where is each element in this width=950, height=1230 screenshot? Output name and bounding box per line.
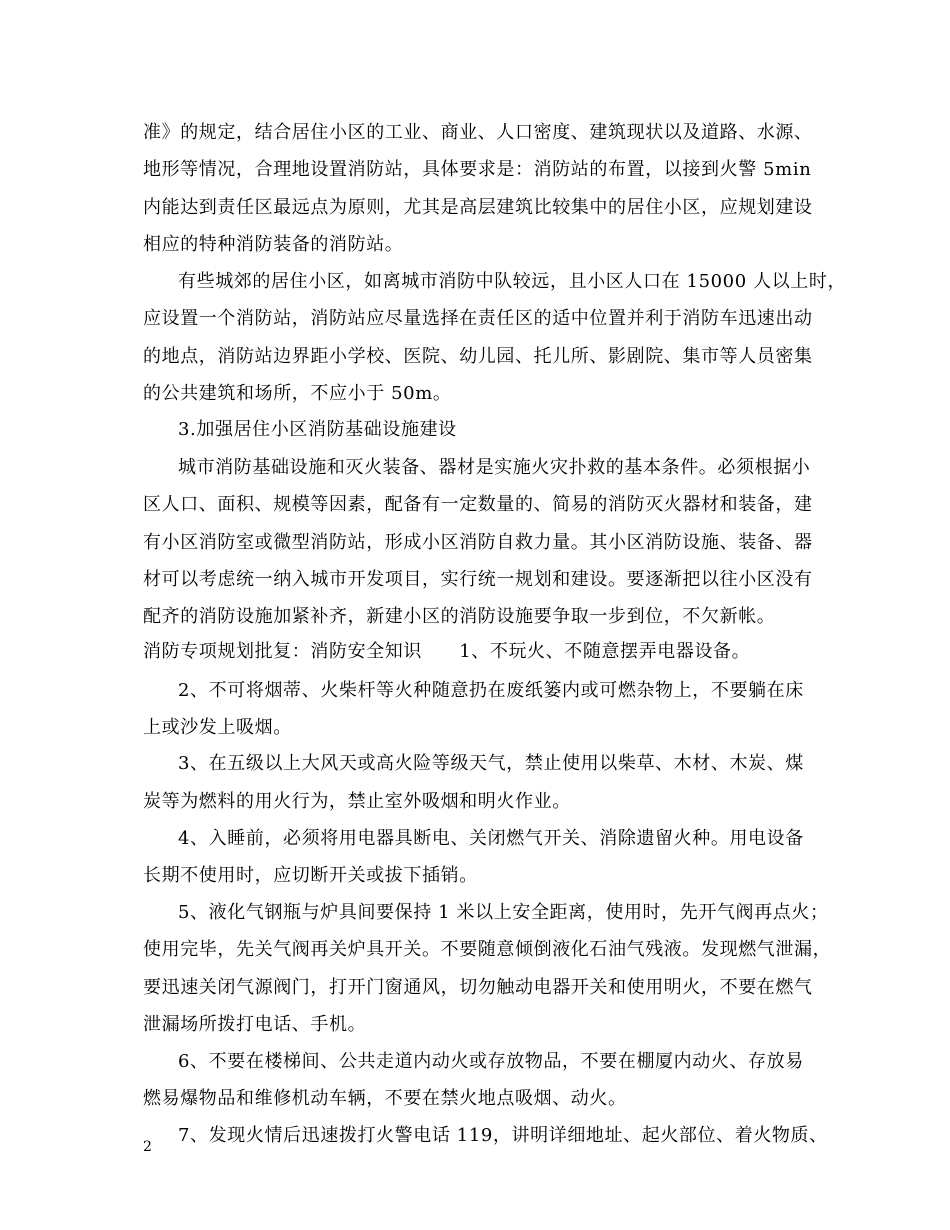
text-line: 炭等为燃料的用火行为，禁止室外吸烟和明火作业。 bbox=[143, 791, 571, 812]
text-line: 有小区消防室或微型消防站，形成小区消防自救力量。其小区消防设施、装备、器 bbox=[143, 532, 813, 553]
text-line: 上或沙发上吸烟。 bbox=[143, 717, 292, 738]
text-line: 相应的特种消防装备的消防站。 bbox=[143, 234, 404, 255]
text-line: 有些城郊的居住小区，如离城市消防中队较远，且小区人口在 15000 人以上时， bbox=[178, 271, 847, 292]
text-line: 5、液化气钢瓶与炉具间要保持 1 米以上安全距离，使用时，先开气阀再点火； bbox=[178, 902, 829, 923]
text-line: 2、不可将烟蒂、火柴杆等火种随意扔在废纸篓内或可燃杂物上，不要躺在床 bbox=[178, 680, 804, 701]
text-line: 准》的规定，结合居住小区的工业、商业、人口密度、建筑现状以及道路、水源、 bbox=[143, 122, 813, 143]
text-line: 7、发现火情后迅速拨打火警电话 119，讲明详细地址、起火部位、着火物质、 bbox=[178, 1125, 828, 1146]
text-line: 消防专项规划批复：消防安全知识 1、不玩火、不随意摆弄电器设备。 bbox=[143, 641, 751, 662]
text-line: 6、不要在楼梯间、公共走道内动火或存放物品，不要在棚厦内动火、存放易 bbox=[178, 1051, 804, 1072]
text-line: 使用完毕，先关气阀再关炉具开关。不要随意倾倒液化石油气残液。发现燃气泄漏， bbox=[143, 939, 832, 960]
text-line: 泄漏场所拨打电话、手机。 bbox=[143, 1014, 367, 1035]
text-line: 地形等情况，合理地设置消防站，具体要求是：消防站的布置，以接到火警 5min bbox=[143, 159, 812, 180]
text-line: 的地点，消防站边界距小学校、医院、幼儿园、托儿所、影剧院、集市等人员密集 bbox=[143, 346, 813, 367]
text-line: 长期不使用时，应切断开关或拔下插销。 bbox=[143, 865, 478, 886]
text-line: 3、在五级以上大风天或高火险等级天气，禁止使用以柴草、木材、木炭、煤 bbox=[178, 753, 804, 774]
text-line: 应设置一个消防站，消防站应尽量选择在责任区的适中位置并利于消防车迅速出动 bbox=[143, 308, 813, 329]
section-heading: 3.加强居住小区消防基础设施建设 bbox=[178, 419, 457, 440]
text-line: 的公共建筑和场所，不应小于 50m。 bbox=[143, 383, 452, 404]
text-line: 配齐的消防设施加紧补齐，新建小区的消防设施要争取一步到位，不欠新帐。 bbox=[143, 606, 776, 627]
text-line: 材可以考虑统一纳入城市开发项目，实行统一规划和建设。要逐渐把以往小区没有 bbox=[143, 569, 813, 590]
text-line: 内能达到责任区最远点为原则，尤其是高层建筑比较集中的居住小区，应规划建设 bbox=[143, 197, 813, 218]
text-line: 4、入睡前，必须将用电器具断电、关闭燃气开关、消除遗留火种。用电设备 bbox=[178, 828, 804, 849]
text-line: 燃易爆物品和维修机动车辆，不要在禁火地点吸烟、动火。 bbox=[143, 1088, 627, 1109]
text-line: 城市消防基础设施和灭火装备、器材是实施火灾扑救的基本条件。必须根据小 bbox=[178, 457, 811, 478]
page-number: 2 bbox=[143, 1139, 152, 1155]
text-line: 区人口、面积、规模等因素，配备有一定数量的、简易的消防灭火器材和装备，建 bbox=[143, 494, 813, 515]
text-line: 要迅速关闭气源阀门，打开门窗通风，切勿触动电器开关和使用明火，不要在燃气 bbox=[143, 977, 813, 998]
